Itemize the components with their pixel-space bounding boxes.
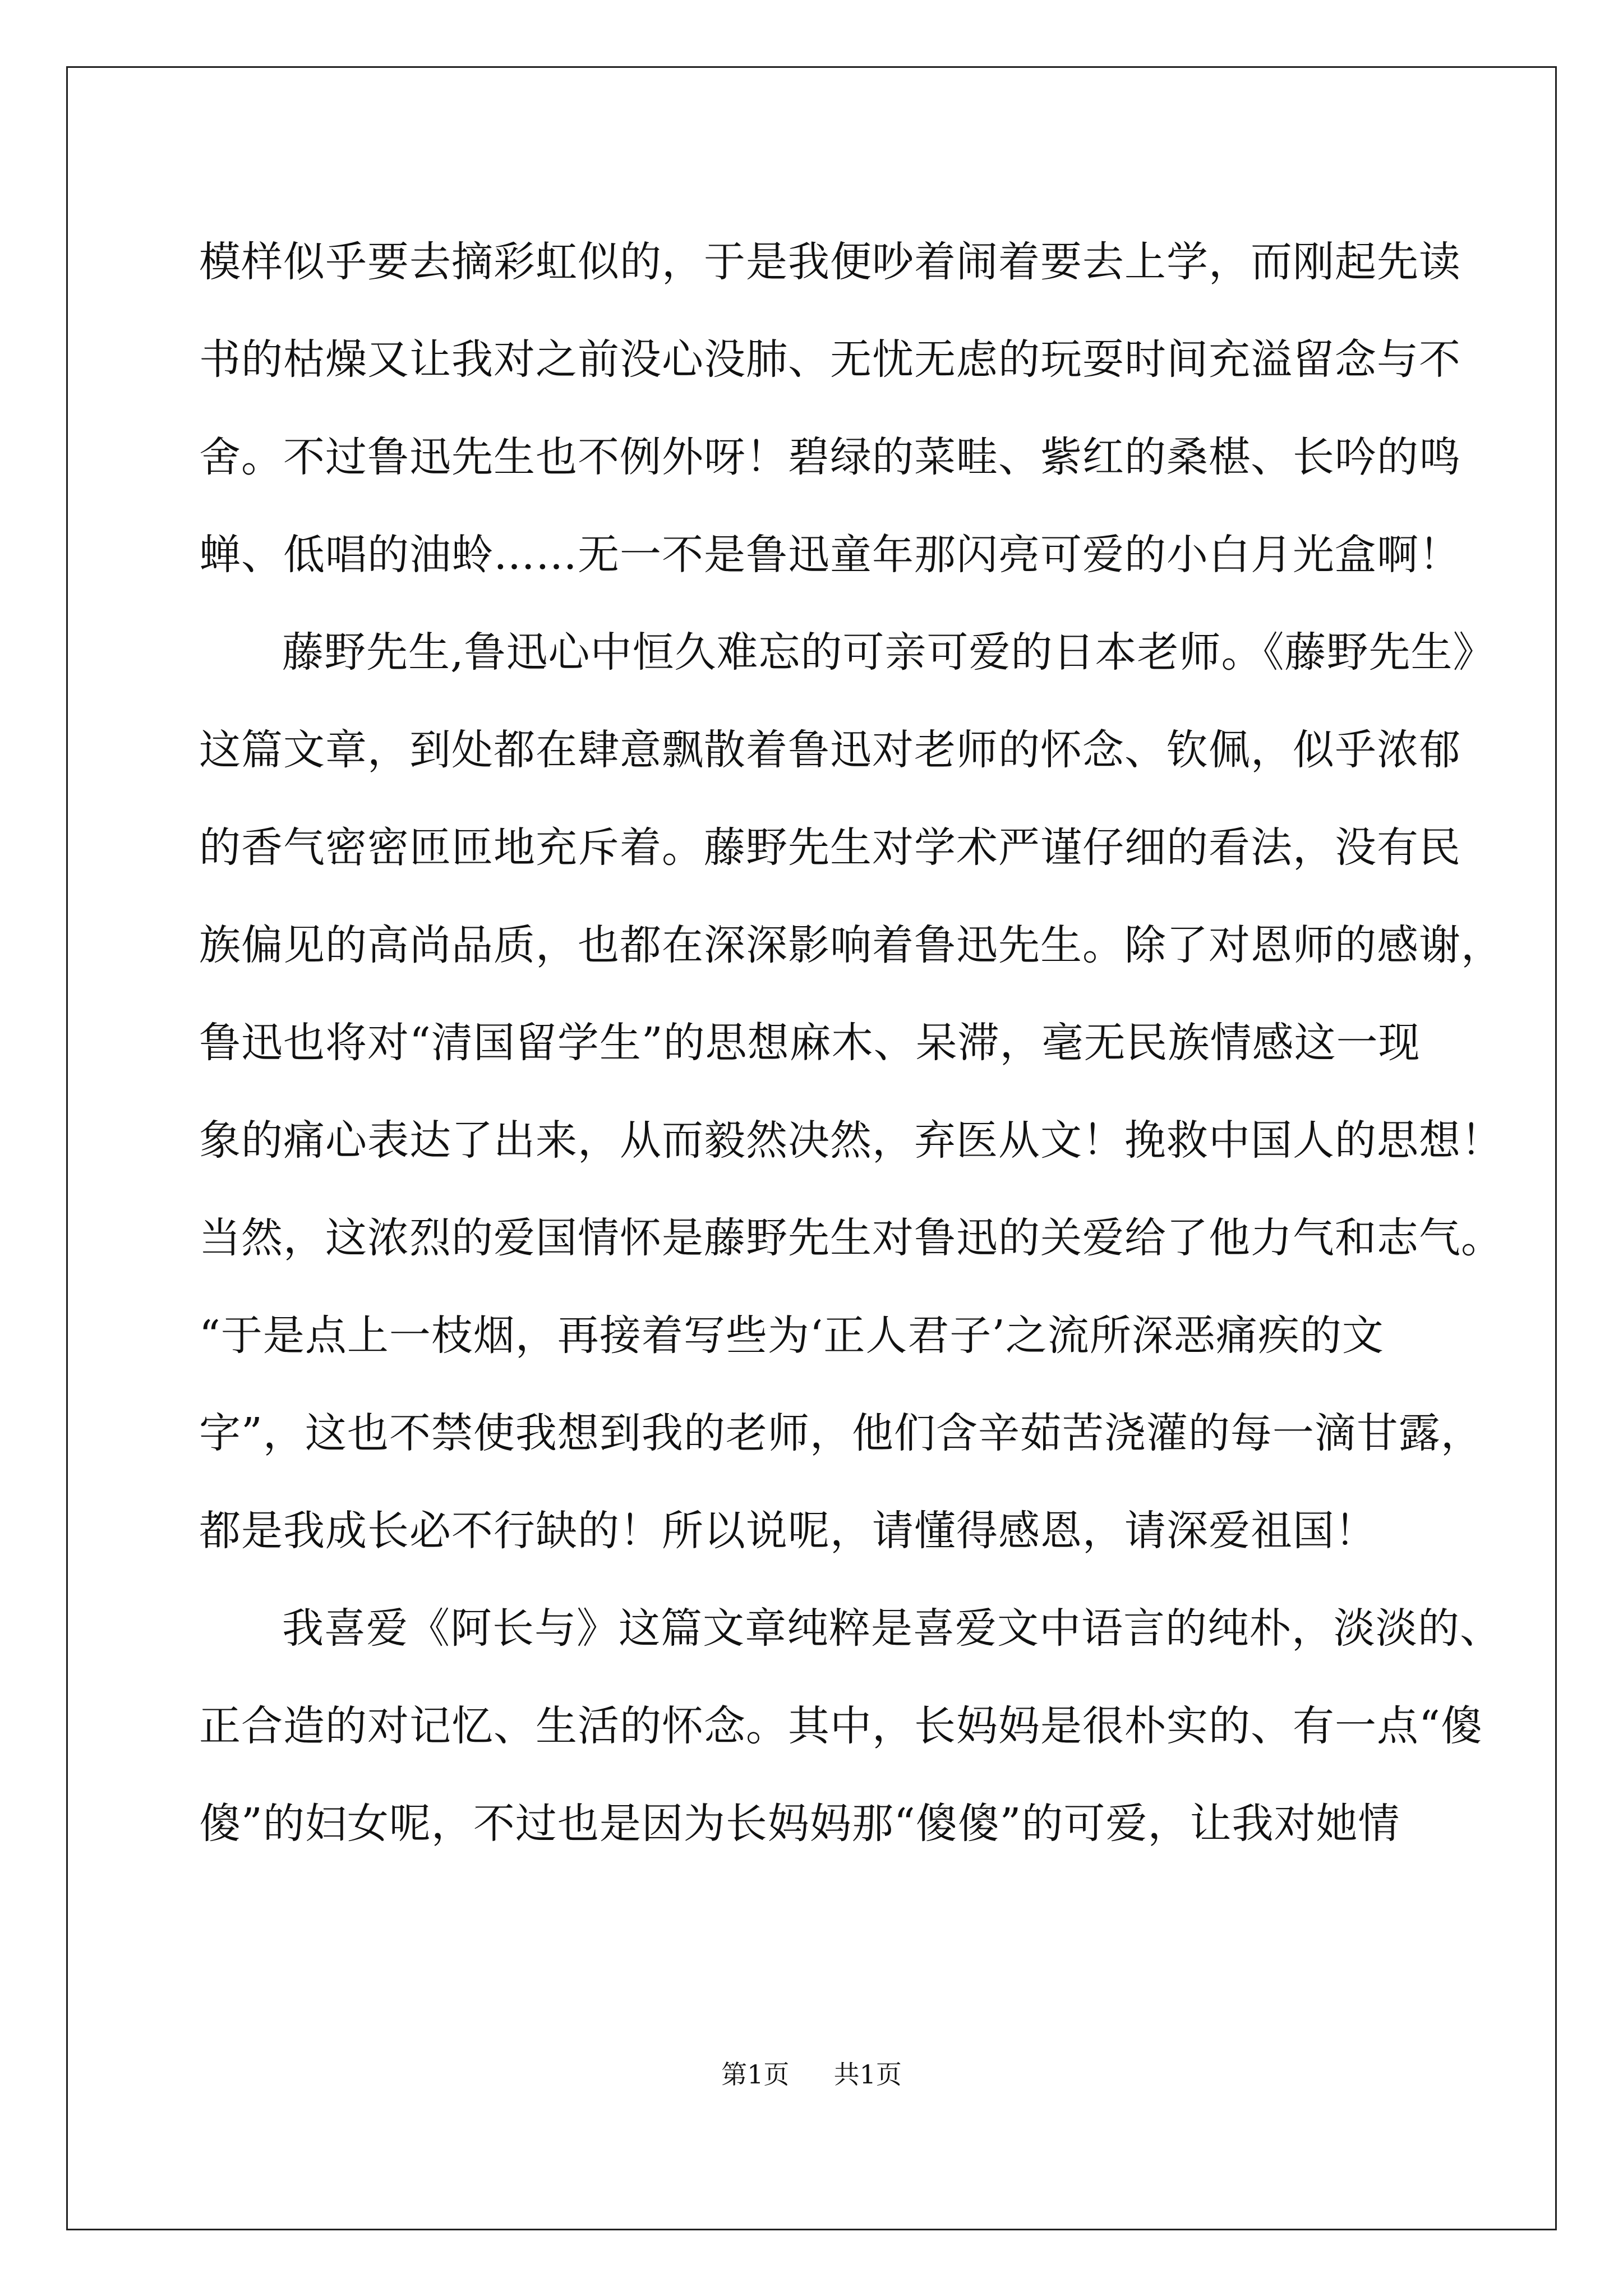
text-line: 鲁迅也将对“清国留学生”的思想麻木、呆滞，毫无民族情感这一现 [199, 1019, 1421, 1067]
text-line: 族偏见的高尚品质，也都在深深影响着鲁迅先生。除了对恩师的感谢， [199, 921, 1503, 969]
text-line: 象的痛心表达了出来，从而毅然决然，弃医从文！挽救中国人的思想！ [199, 1116, 1503, 1165]
text-line: 正合造的对记忆、生活的怀念。其中，长妈妈是很朴实的、有一点“傻 [199, 1702, 1483, 1750]
page-number: 第1页 [721, 2059, 790, 2090]
text-line: 书的枯燥又让我对之前没心没肺、无忧无虑的玩耍时间充溢留念与不 [199, 335, 1461, 384]
text-line: 我喜爱《阿长与》这篇文章纯粹是喜爱文中语言的纯朴，淡淡的、 [282, 1604, 1502, 1653]
text-line: 傻”的妇女呢，不过也是因为长妈妈那“傻傻”的可爱，让我对她情 [199, 1800, 1400, 1848]
page-footer [0, 2054, 1623, 2091]
text-line: “于是点上一枝烟，再接着写些为‘正人君子’之流所深恶痛疾的文 [199, 1312, 1384, 1360]
text-line: 都是我成长必不行缺的！所以说呢，请懂得感恩，请深爱祖国！ [199, 1507, 1377, 1555]
text-line: 蝉、低唱的油蛉……无一不是鲁迅童年那闪亮可爱的小白月光盒啊！ [199, 531, 1461, 579]
text-line: 的香气密密匝匝地充斥着。藤野先生对学术严谨仔细的看法，没有民 [199, 823, 1461, 872]
text-line: 这篇文章，到处都在肆意飘散着鲁迅对老师的怀念、钦佩，似乎浓郁 [199, 726, 1461, 774]
text-line: 舍。不过鲁迅先生也不例外呀！碧绿的菜畦、紫红的桑椹、长吟的鸣 [199, 433, 1461, 481]
text-line: 字”，这也不禁使我想到我的老师，他们含辛茹苦浇灌的每一滴甘露， [199, 1409, 1483, 1457]
text-line: 藤野先生,鲁迅心中恒久难忘的可亲可爱的日本老师。《藤野先生》 [282, 628, 1495, 677]
document-body [199, 213, 1503, 1872]
page-total: 共1页 [833, 2059, 902, 2090]
text-line: 当然，这浓烈的爱国情怀是藤野先生对鲁迅的关爱给了他力气和志气。 [199, 1214, 1503, 1262]
text-line: 模样似乎要去摘彩虹似的，于是我便吵着闹着要去上学，而刚起先读 [199, 238, 1461, 286]
